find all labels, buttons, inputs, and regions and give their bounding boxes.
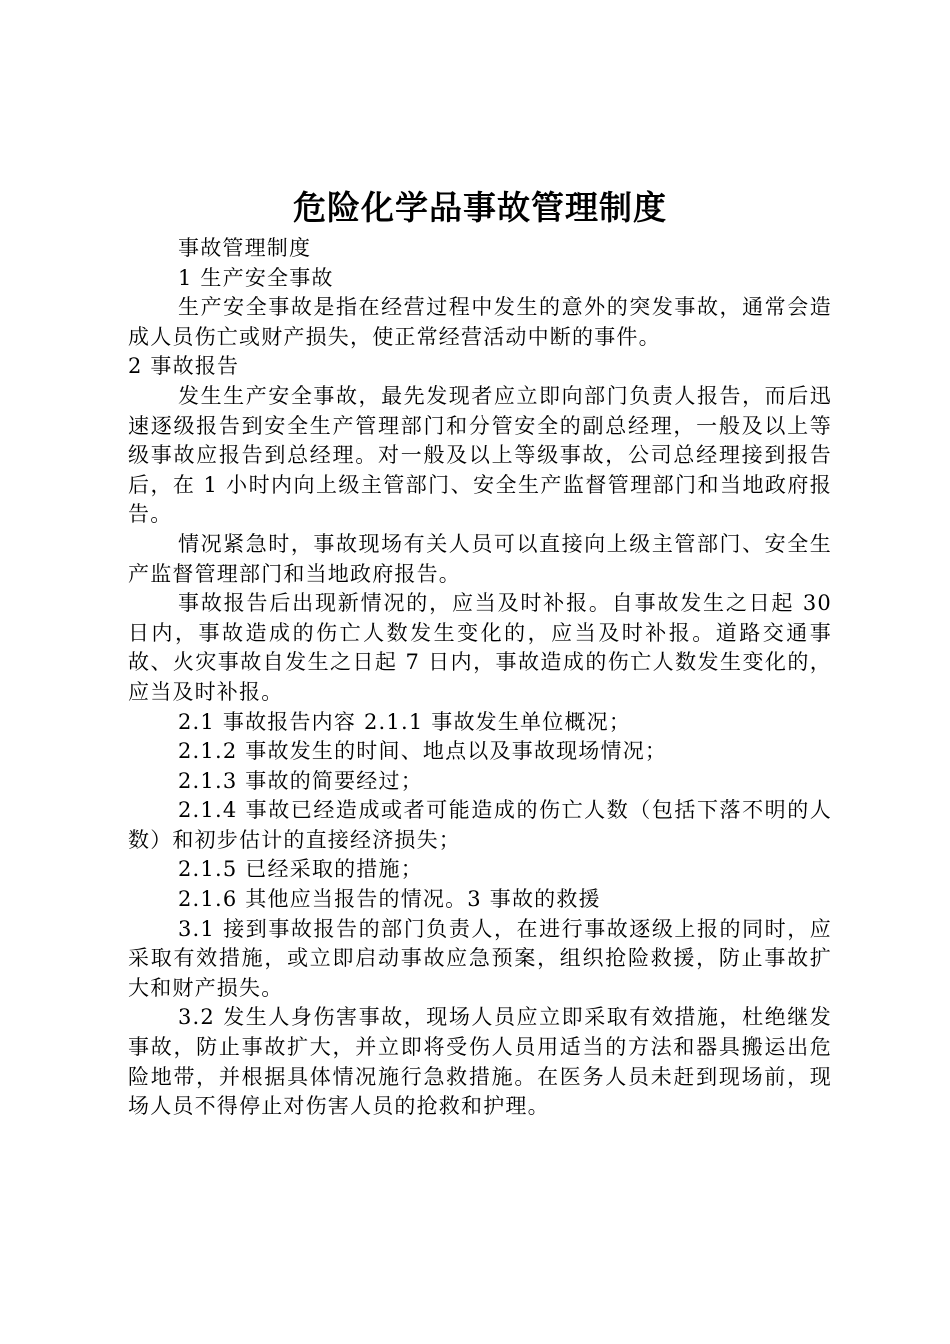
paragraph: 事故报告后出现新情况的，应当及时补报。自事故发生之日起 30 日内，事故造成的伤亡人数发生变化的，应当及时补报。道路交通事故、火灾事故自发生之日起 7 日内，事故造成的伤亡人数发生变化的，应当及时补报。 <box>128 591 832 704</box>
section-heading: 1 生产安全事故 <box>178 265 334 290</box>
list-item: 2.1.5 已经采取的措施； <box>178 857 423 882</box>
document-body <box>128 234 832 1122</box>
list-item: 2.1 事故报告内容 2.1.1 事故发生单位概况； <box>178 709 632 734</box>
section-heading: 2 事故报告 <box>128 354 240 379</box>
document-title: 危险化学品事故管理制度 <box>293 188 667 227</box>
list-item: 2.1.6 其他应当报告的情况。3 事故的救援 <box>178 887 601 912</box>
paragraph: 生产安全事故是指在经营过程中发生的意外的突发事故，通常会造成人员伤亡或财产损失，使正常经营活动中断的事件。 <box>128 295 832 349</box>
list-item: 2.1.2 事故发生的时间、地点以及事故现场情况； <box>178 739 668 764</box>
paragraph: 3.1 接到事故报告的部门负责人，在进行事故逐级上报的同时，应采取有效措施，或立即启动事故应急预案，组织抢险救援，防止事故扩大和财产损失。 <box>128 916 832 1000</box>
paragraph: 事故管理制度 <box>178 236 312 260</box>
paragraph: 3.2 发生人身伤害事故，现场人员应立即采取有效措施，杜绝继发事故，防止事故扩大，并立即将受伤人员用适当的方法和器具搬运出危险地带，并根据具体情况施行急救措施。在医务人员未赶到现场前，现场人员不得停止对伤害人员的抢救和护理。 <box>128 1005 832 1119</box>
paragraph: 发生生产安全事故，最先发现者应立即向部门负责人报告，而后迅速逐级报告到安全生产管理部门和分管安全的副总经理，一般及以上等级事故应报告到总经理。对一般及以上等级事故，公司总经理接到报告后，在 1 小时内向上级主管部门、安全生产监督管理部门和当地政府报告。 <box>128 383 832 527</box>
paragraph: 情况紧急时，事故现场有关人员可以直接向上级主管部门、安全生产监督管理部门和当地政府报告。 <box>128 531 832 586</box>
list-item: 2.1.4 事故已经造成或者可能造成的伤亡人数（包括下落不明的人数）和初步估计的直接经济损失； <box>128 798 832 852</box>
document-page <box>128 186 832 1122</box>
list-item: 2.1.3 事故的简要经过； <box>178 768 423 793</box>
